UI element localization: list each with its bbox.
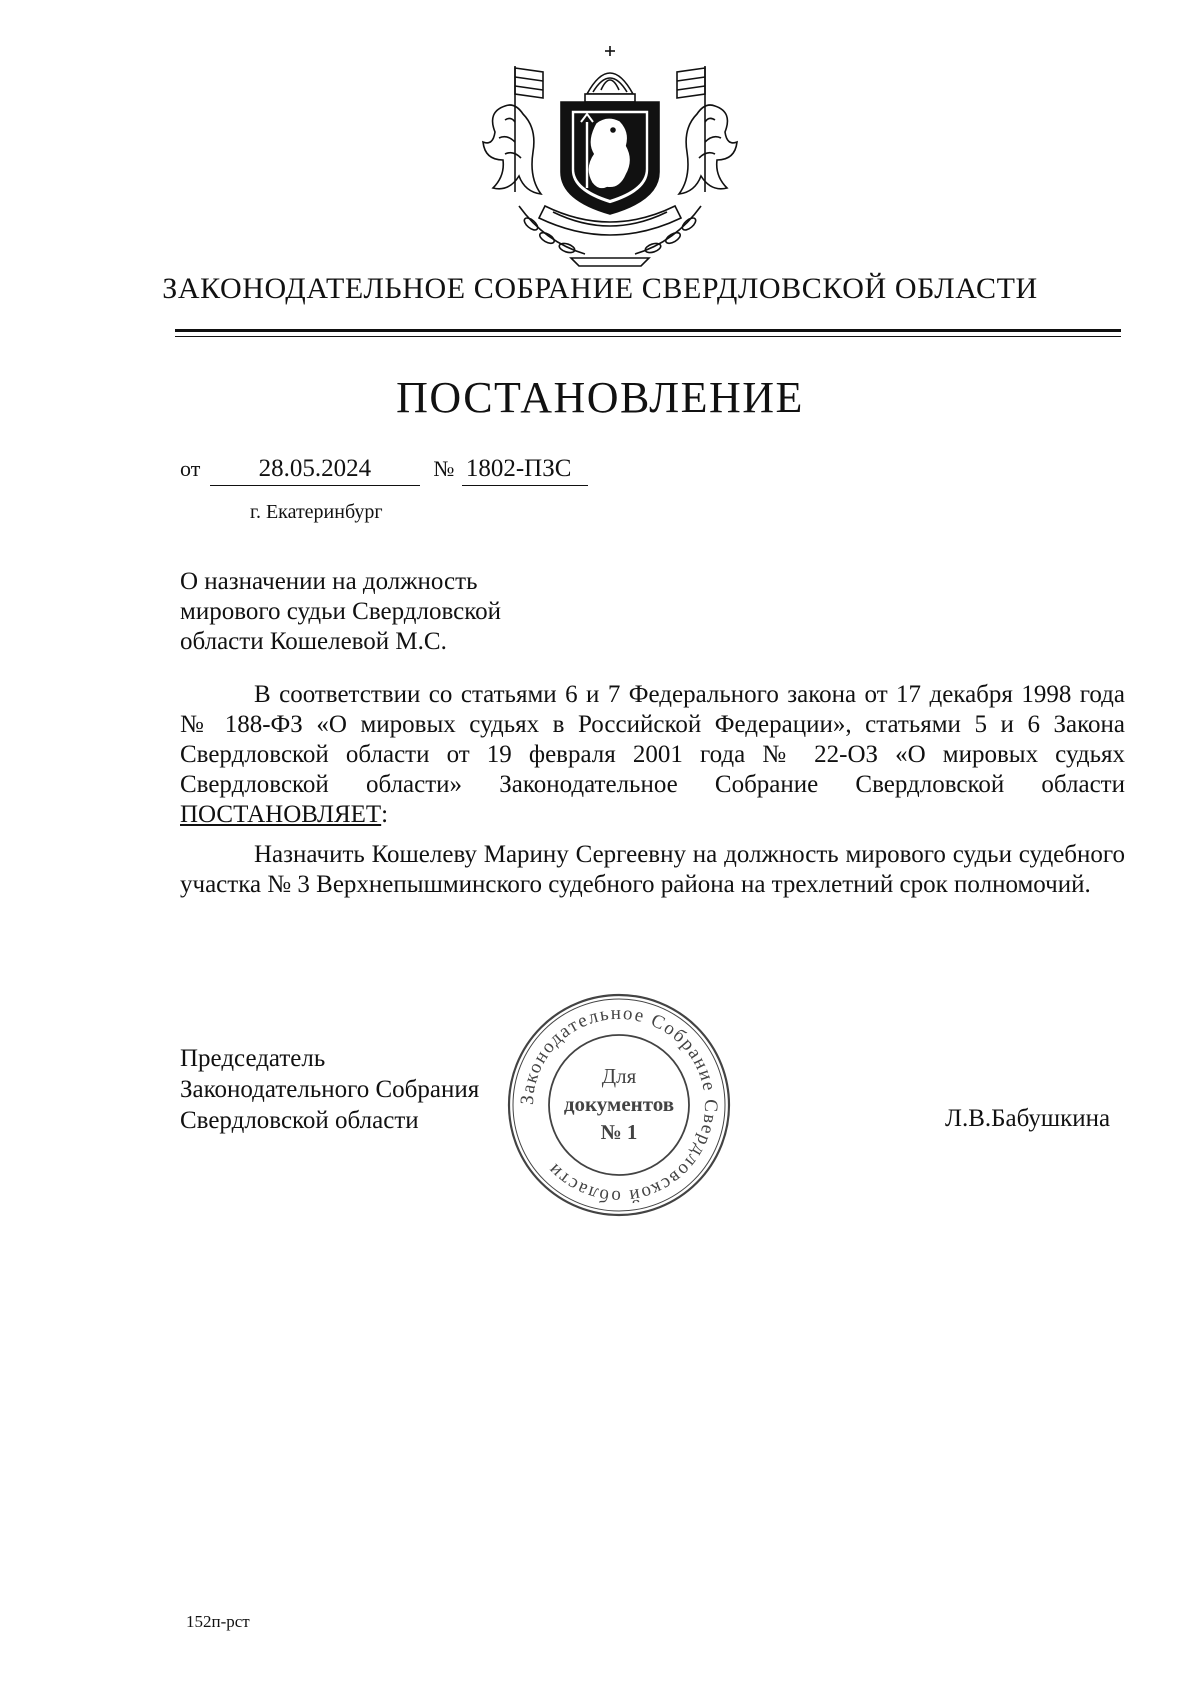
resolves-keyword: ПОСТАНОВЛЯЕТ: [180, 801, 382, 828]
number-label: №: [433, 456, 455, 481]
signatory-name: Л.В.Бабушкина: [945, 1105, 1111, 1132]
preamble-text: В соответствии со статьями 6 и 7 Федерального закона от 17 декабря 1998 года № 188-ФЗ «О мировых судьях в Российской Федерации», статьями 5 и 6 Закона Свердловской области от 19 февраля 2001 года № 22-ОЗ «О мировых судьях Свердловской области» Законодательное Собрание Свердловской области: [180, 681, 1125, 798]
subject-line: области Кошелевой М.С.: [180, 628, 447, 655]
header-rule-thin: [175, 336, 1121, 337]
organization-name: ЗАКОНОДАТЕЛЬНОЕ СОБРАНИЕ СВЕРДЛОВСКОЙ ОБЛАСТИ: [162, 272, 1038, 305]
signatory-title-line: Председатель: [180, 1045, 326, 1072]
document-type-title: ПОСТАНОВЛЕНИЕ: [396, 373, 804, 422]
signatory-title: [180, 1043, 479, 1136]
official-round-stamp: [503, 989, 735, 1221]
preamble-paragraph: [180, 680, 1125, 830]
document-number: 1802-ПЗС: [462, 455, 588, 486]
document-subject: [180, 567, 501, 657]
date-number-row: [180, 455, 588, 486]
footer-code: 152п-рст: [186, 1612, 250, 1631]
stamp-inner-line: № 1: [600, 1120, 638, 1144]
signatory-title-line: Свердловской области: [180, 1107, 419, 1134]
coat-of-arms-emblem: [475, 42, 745, 270]
document-city: г. Екатеринбург: [250, 501, 383, 523]
stamp-ring-text: Законодательное Собрание Свердловской области: [516, 1002, 722, 1208]
decision-paragraph: Назначить Кошелеву Марину Сергеевну на должность мирового судьи судебного участка № 3 Верхнепышминского судебного района на трехлетний срок полномочий.: [180, 841, 1125, 898]
resolves-colon: :: [381, 801, 389, 828]
stamp-inner-line: документов: [563, 1092, 675, 1116]
document-body: [180, 680, 1125, 910]
date-prefix: от: [180, 456, 201, 481]
signatory-title-line: Законодательного Собрания: [180, 1076, 480, 1103]
subject-line: О назначении на должность: [180, 568, 478, 595]
header-rule-thick: [175, 329, 1121, 332]
document-date: 28.05.2024: [210, 455, 420, 486]
stamp-inner-line: Для: [601, 1064, 637, 1088]
subject-line: мирового судьи Свердловской: [180, 598, 501, 625]
